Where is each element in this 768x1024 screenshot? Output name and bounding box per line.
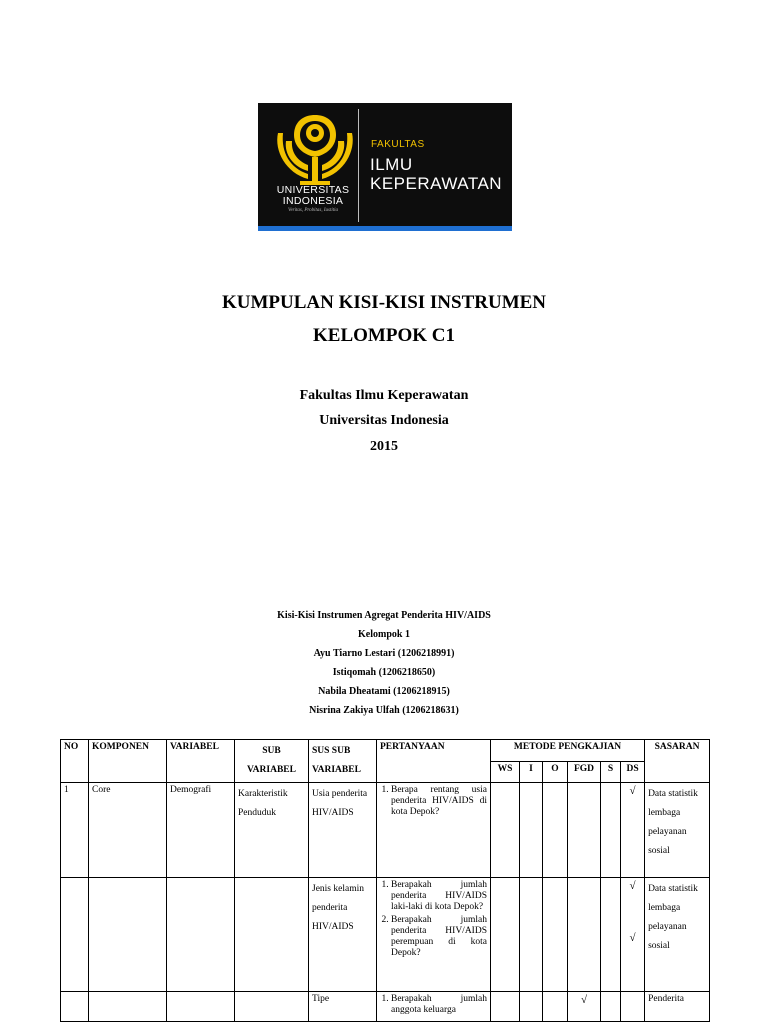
cell-check-ws [491,992,520,1022]
cell-komponen [89,992,167,1022]
header-method-i: I [520,761,543,783]
cell-check-i [520,992,543,1022]
university-name-line2: INDONESIA [282,195,344,207]
member-3: Nabila Dheatami (1206218915) [318,686,450,697]
faculty-name-line2: KEPERAWATAN [370,174,503,193]
table-header-row [61,740,710,762]
cell-check-i [520,878,543,992]
logo-stripe [258,226,512,231]
cell-check-s [601,878,621,992]
cell-sub-variabel [235,992,309,1022]
cell-check-ds [621,878,645,992]
cell-pertanyaan [377,878,491,992]
header-method-ws: WS [491,761,520,783]
cell-check-o [543,783,568,878]
cell-variabel: Demografi [167,783,235,878]
header-method-ds: DS [621,761,645,783]
cell-komponen: Core [89,783,167,878]
faculty-label: FAKULTAS [371,139,425,150]
cell-sus-sub: Tipe [309,992,377,1022]
header-sub-variabel: SUB VARIABEL [235,740,309,783]
cell-sub-variabel [235,878,309,992]
member-2: Istiqomah (1206218650) [332,667,436,678]
cell-check-s [601,992,621,1022]
instrument-table [60,739,710,1022]
header-pertanyaan: PERTANYAAN [377,740,491,783]
faculty-subtitle: Fakultas Ilmu Keperawatan [299,388,469,403]
member-1: Ayu Tiarno Lestari (1206218991) [313,648,455,659]
header-method-o: O [543,761,568,783]
group-heading: Kisi-Kisi Instrumen Agregat Penderita HIV/AIDS [277,610,491,621]
faculty-name-line1: ILMU [370,155,413,174]
cell-check-fgd [568,783,601,878]
check-mark: √ [629,932,636,944]
cell-check-fgd: √ [568,992,601,1022]
table-row [61,783,710,878]
header-sasaran: SASARAN [645,740,710,783]
cell-pertanyaan [377,992,491,1022]
cell-check-ws [491,783,520,878]
header-variabel: VARIABEL [167,740,235,783]
header-no: NO [61,740,89,783]
cell-check-fgd [568,878,601,992]
makara-emblem-icon [272,111,358,187]
cell-no [61,878,89,992]
cell-komponen [89,878,167,992]
cell-check-ws [491,878,520,992]
member-4: Nisrina Zakiya Ulfah (1206218631) [309,705,459,716]
table-row [61,878,710,992]
cell-sasaran: Penderita [645,992,710,1022]
cell-check-o [543,992,568,1022]
document-title-line2: KELOMPOK C1 [313,325,455,346]
university-motto: Veritas, Probitas, Iustitia [287,208,339,213]
cell-sub-variabel: Karakteristik Penduduk [235,783,309,878]
cell-sus-sub: Usia penderita HIV/AIDS [309,783,377,878]
question-item: 2. Berapakah jumlah penderita HIV/AIDS perempuan di kota Depok? [391,915,487,959]
logo-divider [358,109,359,222]
university-subtitle: Universitas Indonesia [319,413,449,428]
cell-check-ds: √ [621,783,645,878]
header-komponen: KOMPONEN [89,740,167,783]
cell-no: 1 [61,783,89,878]
check-mark: √ [629,880,636,892]
university-name-line1: UNIVERSITAS [276,184,350,196]
cell-pertanyaan [377,783,491,878]
header-metode-pengkajian: METODE PENGKAJIAN [491,740,645,762]
header-sus-sub-variabel: SUS SUB VARIABEL [309,740,377,783]
cell-variabel [167,992,235,1022]
document-title-line1: KUMPULAN KISI-KISI INSTRUMEN [221,292,547,313]
header-method-fgd: FGD [568,761,601,783]
cell-sus-sub: Jenis kelamin penderita HIV/AIDS [309,878,377,992]
cell-sasaran: Data statistik lembaga pelayanan sosial [645,783,710,878]
group-name: Kelompok 1 [358,629,410,640]
faculty-logo [258,103,512,231]
header-method-s: S [601,761,621,783]
cell-variabel [167,878,235,992]
cell-check-ds [621,992,645,1022]
cell-check-i [520,783,543,878]
question-item: 1. Berapakah jumlah anggota keluarga [391,994,487,1016]
year: 2015 [370,439,398,454]
cell-sasaran: Data statistik lembaga pelayanan sosial [645,878,710,992]
question-item: 1. Berapakah jumlah penderita HIV/AIDS laki-laki di kota Depok? [391,880,487,913]
cell-no [61,992,89,1022]
question-item: 1. Berapa rentang usia penderita HIV/AIDS di kota Depok? [391,785,487,818]
cell-check-s [601,783,621,878]
cell-check-o [543,878,568,992]
table-row [61,992,710,1022]
